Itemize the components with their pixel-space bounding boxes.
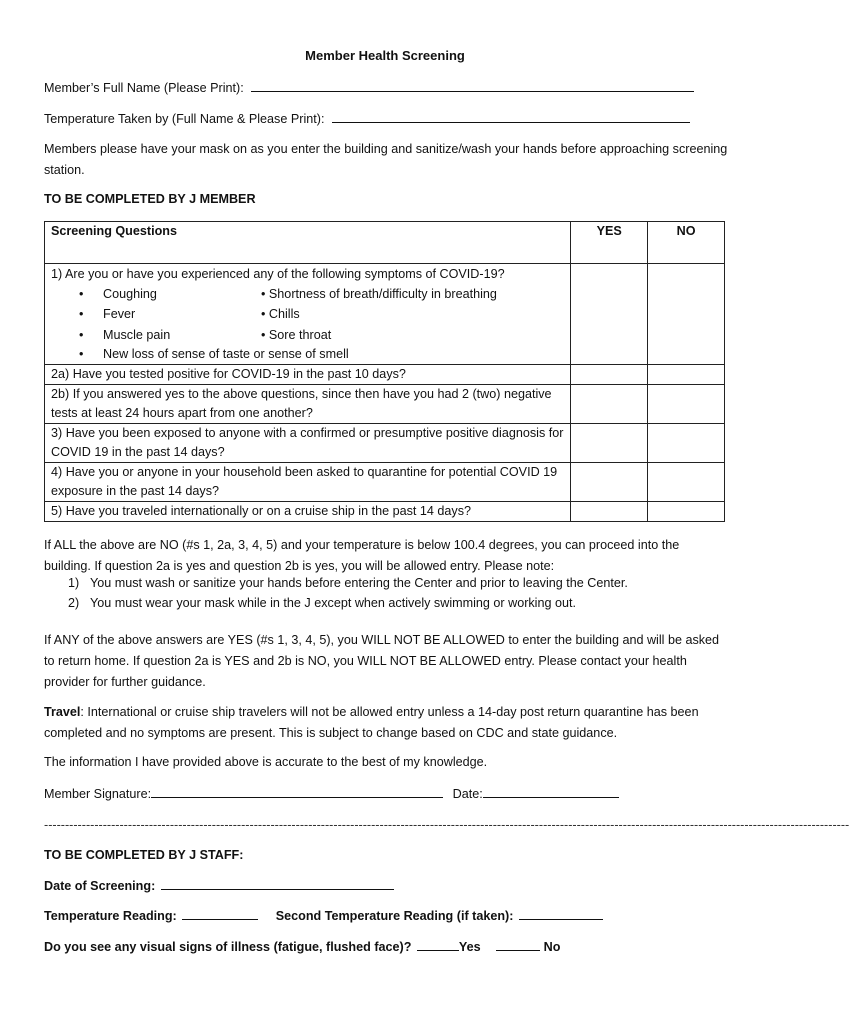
table-row-q4 <box>45 463 725 502</box>
second-temperature-label: Second Temperature Reading (if taken): <box>275 909 514 923</box>
intro-text: Members please have your mask on as you enter the building and sanitize/wash your hands before approaching screening station. <box>44 142 728 177</box>
table-row-q3 <box>45 424 725 463</box>
member-name-field[interactable] <box>251 80 694 92</box>
table-row-q2a <box>45 365 725 385</box>
illness-yes-field[interactable] <box>417 939 459 951</box>
header-questions: Screening Questions <box>45 222 571 264</box>
q2a-text: 2a) Have you tested positive for COVID-19 in the past 10 days? <box>45 365 571 385</box>
travel-text: : International or cruise ship travelers will not be allowed entry unless a 14-day post return quarantine has been completed and no symptoms are present. This is subject to change based on CDC and state guidance. <box>44 705 699 740</box>
q4-no-cell[interactable] <box>648 463 725 502</box>
member-section-heading: TO BE COMPLETED BY J MEMBER <box>44 192 256 206</box>
q2b-no-cell[interactable] <box>648 385 725 424</box>
symptom-fever: Fever <box>103 307 136 321</box>
note2-text: You must wear your mask while in the J except when actively swimming or working out. <box>90 596 576 610</box>
signature-field[interactable] <box>151 786 443 798</box>
date-field[interactable] <box>483 786 619 798</box>
symptom-muscle-pain: Muscle pain <box>103 328 171 342</box>
q1-text: 1) Are you or have you experienced any of the following symptoms of COVID-19? <box>51 267 505 281</box>
accuracy-statement: The information I have provided above is accurate to the best of my knowledge. <box>44 755 488 769</box>
q4-yes-cell[interactable] <box>571 463 648 502</box>
q3-no-cell[interactable] <box>648 424 725 463</box>
screening-date-row <box>44 878 394 893</box>
q3-text: 3) Have you been exposed to anyone with a confirmed or presumptive positive diagnosis for COVID 19 in the past 14 days? <box>45 424 571 463</box>
staff-section-heading: TO BE COMPLETED BY J STAFF: <box>44 848 244 862</box>
signature-row <box>44 786 619 801</box>
q2a-yes-cell[interactable] <box>571 365 648 385</box>
symptom-shortness-of-breath: • Shortness of breath/difficulty in breathing <box>261 287 497 301</box>
symptom-chills: • Chills <box>261 307 300 321</box>
notes-list <box>68 573 628 613</box>
member-name-row <box>44 80 694 95</box>
illness-yes-label: Yes <box>458 940 481 954</box>
table-row-q2b <box>45 385 725 424</box>
date-label: Date: <box>452 787 483 801</box>
q5-yes-cell[interactable] <box>571 502 648 522</box>
q1-yes-cell[interactable] <box>571 264 648 365</box>
temperature-field[interactable] <box>182 908 258 920</box>
temp-taken-by-row <box>44 111 690 126</box>
all-no-instructions: If ALL the above are NO (#s 1, 2a, 3, 4, 5) and your temperature is below 100.4 degrees, you can proceed into the building. If question 2a is yes and question 2b is yes, you will be allowed entry. Please note: <box>44 538 680 573</box>
temp-taken-by-field[interactable] <box>332 111 690 123</box>
symptom-loss-of-taste: • New loss of sense of taste or sense of smell <box>51 345 564 364</box>
travel-label: Travel <box>44 705 81 719</box>
list-item <box>68 593 628 613</box>
q2a-no-cell[interactable] <box>648 365 725 385</box>
temp-taken-by-label: Temperature Taken by (Full Name & Please Print): <box>44 112 325 126</box>
screening-date-field[interactable] <box>161 878 394 890</box>
header-no: NO <box>648 222 725 264</box>
illness-no-label: No <box>543 940 561 954</box>
symptom-coughing: Coughing <box>103 287 157 301</box>
q5-text: 5) Have you traveled internationally or on a cruise ship in the past 14 days? <box>45 502 571 522</box>
temperature-label: Temperature Reading: <box>44 909 177 923</box>
symptom-sore-throat: • Sore throat <box>261 328 332 342</box>
second-temperature-field[interactable] <box>519 908 603 920</box>
screening-questions-table <box>44 221 725 522</box>
q2b-text: 2b) If you answered yes to the above questions, since then have you had 2 (two) negative tests at least 24 hours apart from one another? <box>45 385 571 424</box>
note1-number: 1) <box>68 576 80 590</box>
illness-row <box>44 939 560 954</box>
travel-paragraph <box>44 702 734 744</box>
illness-label: Do you see any visual signs of illness (fatigue, flushed face)? <box>44 940 412 954</box>
q5-no-cell[interactable] <box>648 502 725 522</box>
table-row-q5 <box>45 502 725 522</box>
note1-text: You must wash or sanitize your hands before entering the Center and prior to leaving the Center. <box>90 576 628 590</box>
temperature-row <box>44 908 603 923</box>
q3-yes-cell[interactable] <box>571 424 648 463</box>
member-name-label: Member’s Full Name (Please Print): <box>44 81 244 95</box>
note2-number: 2) <box>68 596 80 610</box>
illness-no-field[interactable] <box>496 939 540 951</box>
list-item <box>68 573 628 593</box>
q4-text: 4) Have you or anyone in your household been asked to quarantine for potential COVID 19 exposure in the past 14 days? <box>45 463 571 502</box>
divider-line: ------------------------------------------------------------------------------------------------------------------------------------------------------------------------------------------------ <box>44 818 849 832</box>
q1-no-cell[interactable] <box>648 264 725 365</box>
screening-date-label: Date of Screening: <box>44 879 156 893</box>
table-row-q1 <box>45 264 725 365</box>
q2b-yes-cell[interactable] <box>571 385 648 424</box>
header-yes: YES <box>571 222 648 264</box>
table-header-row <box>45 222 725 264</box>
signature-label: Member Signature: <box>44 787 152 801</box>
page-title: Member Health Screening <box>305 48 465 63</box>
any-yes-instructions: If ANY of the above answers are YES (#s 1, 3, 4, 5), you WILL NOT BE ALLOWED to enter the building and will be asked to return home. If question 2a is YES and 2b is NO, you WILL NOT BE ALLOWED entry. Please contact your health provider for further guidance. <box>44 633 720 689</box>
